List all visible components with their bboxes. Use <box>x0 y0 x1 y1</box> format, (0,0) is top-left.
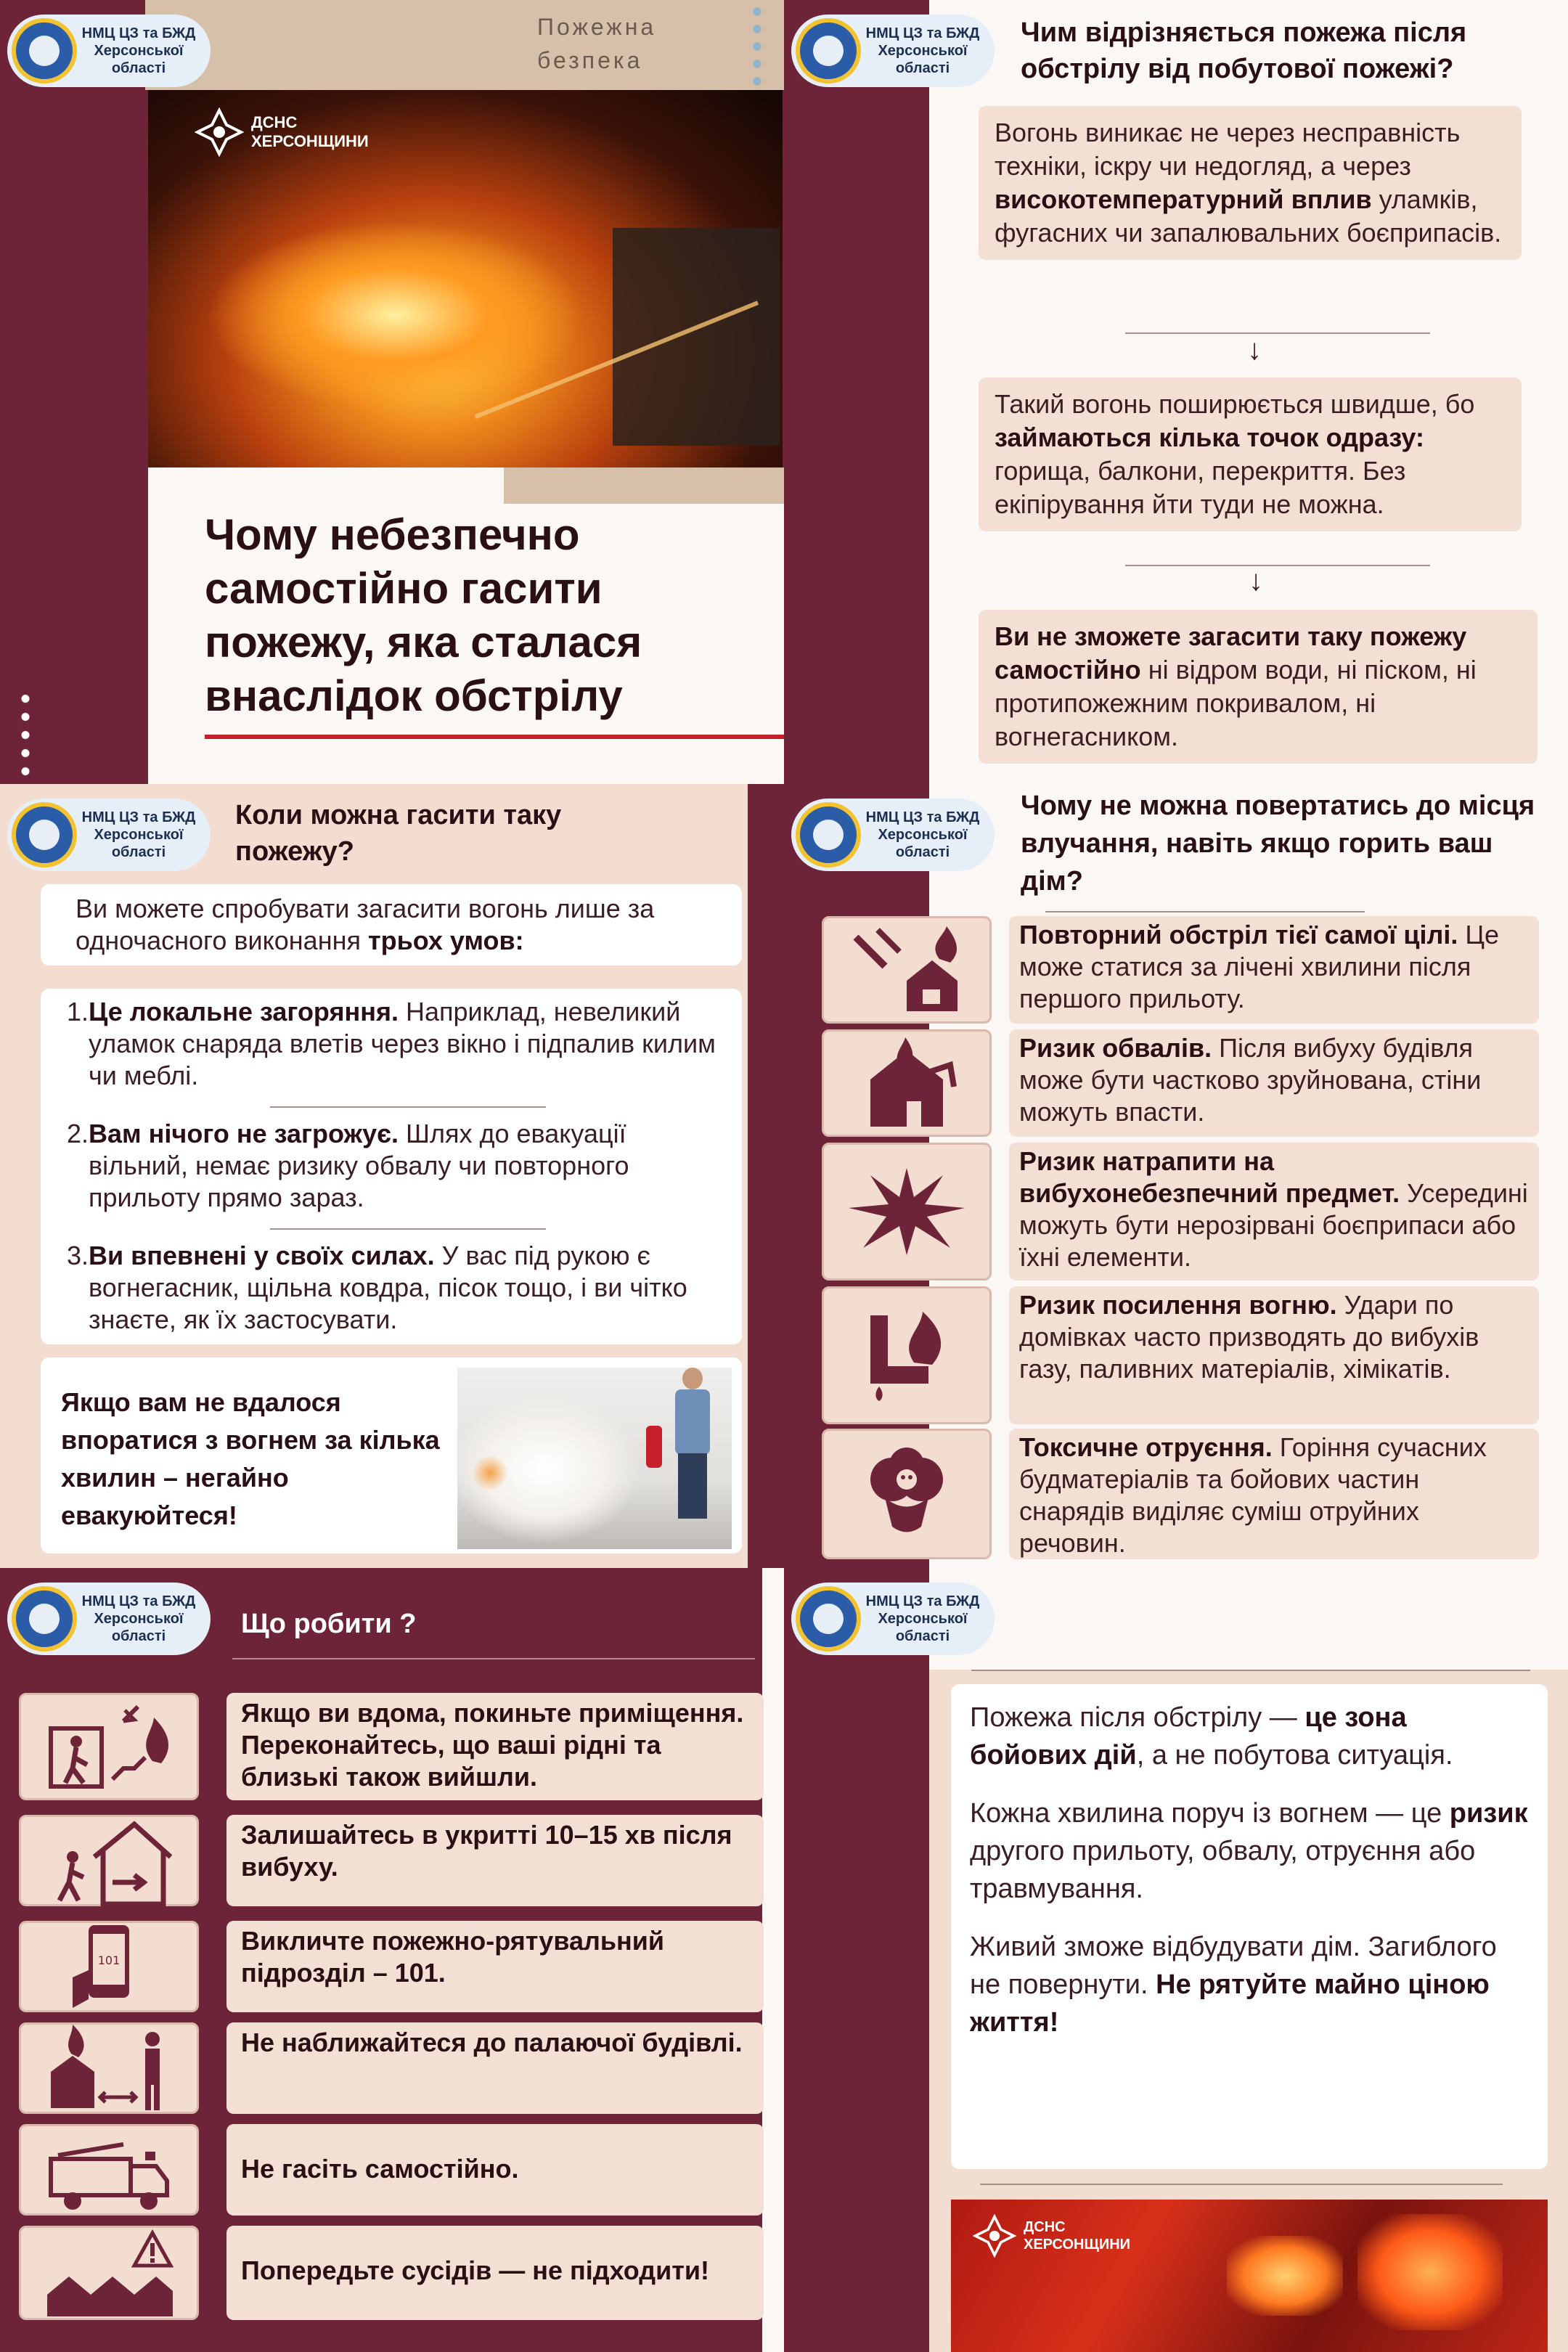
topic-tag-line1: Пожежна <box>537 14 657 40</box>
org-seal-icon <box>12 1586 77 1651</box>
right-white-strip <box>929 1568 1568 1670</box>
icon-tile <box>19 1815 199 1906</box>
icon-tile <box>822 1286 992 1424</box>
action-item-2: Залишайтесь в укритті 10–15 хв після вибуху. <box>226 1815 764 1906</box>
divider <box>270 1106 546 1108</box>
condition-item-1: 1. Це локальне загоряння. Наприклад, невеликий уламок снаряда влетів через вікно і підпалив килим чи меблі. <box>67 997 716 1090</box>
fire-spot <box>472 1455 508 1491</box>
extinguisher <box>646 1426 662 1468</box>
panel-conclusion <box>784 1568 1568 2352</box>
vertical-dots <box>20 690 30 780</box>
conclusion-para-3: Живий зможе відбудувати дім. Загиблого не повернути. Не рятуйте майно ціною життя! <box>970 1932 1497 2038</box>
divider <box>980 2184 1503 2185</box>
panel-why-not-return <box>784 784 1568 1568</box>
topic-tag-line2: безпека <box>537 47 643 73</box>
evacuate-warning-text: Якщо вам не вдалося впоратися з вогнем за кілька хвилин – негайно евакуюйтеся! <box>61 1387 440 1530</box>
conclusion-para-1: Пожежа після обстрілу — це зона бойових дій, а не побутова ситуація. <box>970 1702 1453 1771</box>
org-logo <box>791 799 995 871</box>
icon-tile <box>822 1429 992 1559</box>
org-logo <box>7 15 211 87</box>
dots-decoration <box>752 3 762 90</box>
risk-item-3: Ризик натрапити на вибухонебезпечний предмет. Усередині можуть бути нерозірвані боєприпаси або їхні елементи. <box>1009 1143 1539 1281</box>
action-item-5: Не гасіть самостійно. <box>226 2124 764 2216</box>
panel-when-to-extinguish <box>0 784 784 1568</box>
difference-box-1: Вогонь виникає не через несправність техніки, іскру чи недогляд, а через високотемпературний вплив уламків, фугасних чи запалювальних боєприпасів. <box>979 106 1522 260</box>
condition-item-3: 3. Ви впевнені у своїх силах. У вас під рукою є вогнегасник, щільна ковдра, пісок тощо, і ви чітко знаєте, як їх застосувати. <box>67 1241 687 1334</box>
risk-item-2: Ризик обвалів. Після вибуху будівля може бути частково зруйнована, стіни можуть впасти. <box>1009 1029 1539 1137</box>
topic-tag <box>537 10 656 77</box>
dsns-watermark <box>973 2214 1130 2258</box>
house-silhouette <box>613 228 780 446</box>
toxic-cloud-icon <box>841 1447 972 1541</box>
dsns-watermark <box>195 107 369 157</box>
org-logo <box>791 15 995 87</box>
icon-tile <box>822 1143 992 1281</box>
condition-item-2: 2. Вам нічого не загрожує. Шлях до евакуації вільний, немає ризику обвалу чи повторного прильоту прямо зараз. <box>67 1119 629 1212</box>
phone-101-icon <box>44 1919 174 2014</box>
person-figure <box>672 1368 713 1520</box>
org-seal-icon <box>796 1586 861 1651</box>
risk-item-4: Ризик посилення вогню. Удари по домівках часто призводять до вибухів газу, паливних матеріалів, хімікатів. <box>1009 1286 1539 1424</box>
section-title: Чому не можна повертатись до місця влучання, навіть якщо горить ваш дім? <box>1021 791 1535 897</box>
title-underline <box>205 735 784 739</box>
page-title: Чому небезпечно самостійно гасити пожежу, яка сталася внаслідок обстрілу <box>205 510 642 720</box>
conclusion-card <box>951 1684 1548 2169</box>
divider <box>971 1670 1530 1671</box>
action-item-4: Не наближайтеся до палаючої будівлі. <box>226 2022 764 2114</box>
fire-photo <box>148 90 783 467</box>
arrow-down-icon: ↓ <box>1249 565 1263 597</box>
org-name: НМЦ ЦЗ та БЖД Херсонської області <box>81 1593 196 1644</box>
window-glow <box>1227 2236 1343 2316</box>
org-logo <box>7 1583 211 1655</box>
icon-tile <box>822 1029 992 1137</box>
org-logo <box>7 799 211 871</box>
section-title: Що робити ? <box>241 1609 417 1639</box>
panel-top-beige-band <box>145 0 784 90</box>
action-item-6: Попередьте сусідів — не підходити! <box>226 2226 764 2320</box>
shelter-icon <box>44 1813 174 1908</box>
action-item-1: Якщо ви вдома, покиньте приміщення. Переконайтесь, що ваші рідні та близькі також вийшли. <box>226 1693 764 1800</box>
left-maroon-strip <box>784 0 929 784</box>
divider <box>1125 565 1430 566</box>
explosion-icon <box>841 1164 972 1259</box>
panel-what-to-do <box>0 1568 784 2352</box>
gas-pipe-fire-icon <box>841 1308 972 1402</box>
icon-tile <box>19 1921 199 2012</box>
risk-item-5: Токсичне отруєння. Горіння сучасних будматеріалів та бойових частин снарядів виділяє суміш отруйних речовин. <box>1009 1429 1539 1559</box>
right-maroon-strip <box>748 784 784 1568</box>
window-glow <box>1357 2214 1503 2330</box>
icon-tile <box>19 2124 199 2216</box>
divider <box>1045 911 1365 912</box>
section-title: Чим відрізняється пожежа після обстрілу від побутової пожежі? <box>1021 17 1467 84</box>
watermark-line2: ХЕРСОНЩИНИ <box>1024 2237 1131 2253</box>
watermark-line1: ДСНС <box>1024 2219 1066 2235</box>
phone-number-label: 101 <box>97 1953 121 1967</box>
burning-building-photo <box>951 2200 1548 2352</box>
left-maroon-strip <box>784 1568 929 2352</box>
extinguisher-photo <box>457 1368 732 1549</box>
divider <box>232 1658 755 1659</box>
conclusion-para-2: Кожна хвилина поруч із вогнем — це ризик другого прильоту, обвалу, отруєння або травмування. <box>970 1798 1528 1904</box>
panel-title <box>0 0 784 784</box>
missile-house-fire-icon <box>841 923 972 1017</box>
conditions-list <box>41 989 742 1344</box>
org-name: НМЦ ЦЗ та БЖД Херсонської області <box>865 25 980 76</box>
divider <box>1125 332 1430 334</box>
collapsing-building-icon <box>841 1036 972 1130</box>
warning-houses-icon <box>44 2226 174 2320</box>
org-seal-icon <box>796 18 861 83</box>
distance-from-fire-icon <box>44 2021 174 2115</box>
conditions-intro: Ви можете спробувати загасити вогонь лише за одночасного виконання трьох умов: <box>41 884 742 965</box>
evacuate-warning <box>41 1357 742 1553</box>
difference-box-3: Ви не зможете загасити таку пожежу самостійно ні відром води, ні піском, ні протипожежним покривалом, ні вогнегасником. <box>979 610 1538 764</box>
panel-difference <box>784 0 1568 784</box>
photo-beige-corner <box>504 467 784 504</box>
icon-tile <box>19 2022 199 2114</box>
org-name: НМЦ ЦЗ та БЖД Херсонської області <box>865 1593 980 1644</box>
divider <box>270 1228 546 1230</box>
dsns-emblem-icon <box>973 2214 1016 2258</box>
fire-glow <box>206 221 584 409</box>
icon-tile <box>19 2226 199 2320</box>
difference-box-2: Такий вогонь поширюється швидше, бо займаються кілька точок одразу: горища, балкони, перекриття. Без екіпірування йти туди не можна. <box>979 377 1522 531</box>
fire-exit-icon <box>44 1699 174 1794</box>
right-white-strip <box>762 1568 784 2352</box>
watermark-line1: ДСНС <box>251 113 298 131</box>
icon-tile <box>19 1693 199 1800</box>
org-seal-icon <box>796 802 861 867</box>
org-name: НМЦ ЦЗ та БЖД Херсонської області <box>81 809 196 860</box>
org-name: НМЦ ЦЗ та БЖД Херсонської області <box>865 809 980 860</box>
arrow-down-icon: ↓ <box>1247 334 1262 366</box>
org-logo <box>791 1583 995 1655</box>
org-seal-icon <box>12 18 77 83</box>
org-name: НМЦ ЦЗ та БЖД Херсонської області <box>81 25 196 76</box>
risk-item-1: Повторний обстріл тієї самої цілі. Це може статися за лічені хвилини після першого прильоту. <box>1009 916 1539 1024</box>
dsns-emblem-icon <box>195 107 244 157</box>
watermark-line2: ХЕРСОНЩИНИ <box>251 132 369 150</box>
action-item-3: Викличте пожежно-рятувальний підрозділ – 101. <box>226 1921 764 2012</box>
org-seal-icon <box>12 802 77 867</box>
icon-tile <box>822 916 992 1024</box>
fire-truck-icon <box>44 2123 174 2217</box>
section-title: Коли можна гасити таку пожежу? <box>235 800 562 867</box>
